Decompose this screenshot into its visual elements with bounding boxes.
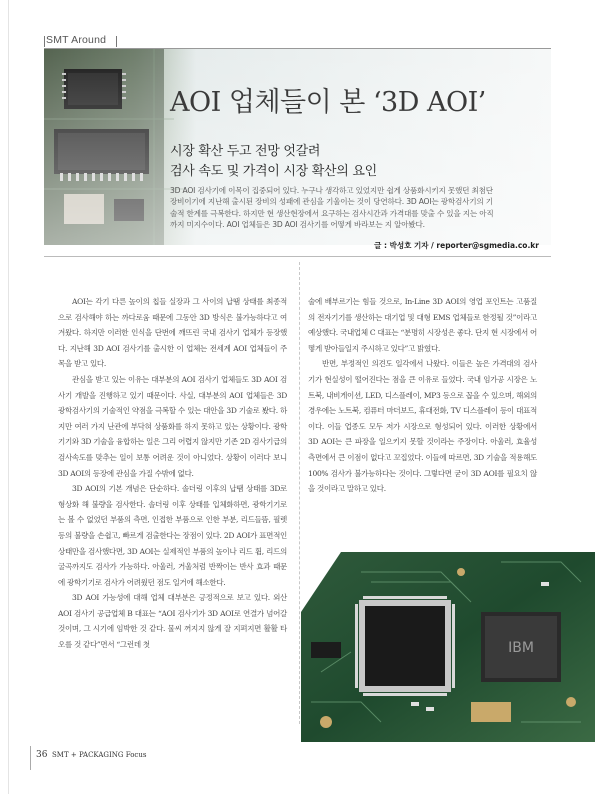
body-paragraph: 술에 배부르기는 힘들 것으로, In-Line 3D AOI의 영업 포인트는 고품질의 전자기기를 생산하는 대기업 및 대형 EMS 업체들로 한정될 것”이라고 예상했다. 국내업체 C 대표는 “분명히 시장성은 좋다. 단지 현 시장에서 어떻게 받아들일지 주시하고 있다”고 밝혔다. (308, 297, 537, 353)
body-column-left (58, 294, 287, 653)
body-paragraph: 관심을 받고 있는 이유는 대부분의 AOI 검사기 업체들도 3D AOI 검사기 개발을 진행하고 있기 때문이다. 사실, 대부분의 AOI 업체들은 3D 광학검사기의 기술적인 약점을 극복할 수 있는 대안을 3D 기술로 봤다. 하지만 여러 가지 난관에 부닥혀 상품화를 하지 못하고 있는 상황이다. 광학기기와 3D 기술을 융합하는 일은 그리 어렵지 않지만 기존 2D 검사기급의 검사속도를 맞추는 일이 보통 어려운 것이 아니었다. 상황이 이러다 보니 3D AOI의 등장에 관심을 가질 수밖에 없다. (58, 374, 287, 478)
section-tag: SMT Around (46, 34, 107, 46)
article-title: AOI 업체들이 본 ‘3D AOI’ (170, 87, 486, 118)
footer-rule (30, 746, 31, 770)
page-number: 36 (36, 750, 48, 760)
lead-line: 장비이기에 지난해 출시된 장비의 성패에 관심을 기울이는 것이 당연하다. 3D AOI는 광학검사기의 기 (170, 197, 493, 207)
lead-line: 3D AOI 검사기에 이목이 집중되어 있다. 누구나 생각하고 있었지만 쉽게 상품화시키지 못했던 최첨단 (170, 186, 493, 195)
article-subtitle-line-1: 시장 확산 두고 전망 엇갈려 (170, 144, 321, 159)
article-subtitle-line-2: 검사 속도 및 가격이 시장 확산의 요인 (170, 164, 377, 179)
article-lead (170, 185, 540, 231)
section-tag-left-bar (44, 36, 45, 47)
article-byline: 글 : 박성호 기자 / reporter@sgmedia.co.kr (374, 241, 539, 250)
page-margin-line (8, 0, 9, 794)
svg-text:IBM: IBM (508, 640, 534, 656)
chip-board-photo (301, 552, 595, 742)
section-tag-right-bar (116, 36, 117, 47)
column-divider (299, 262, 300, 724)
body-column-right (308, 294, 537, 497)
body-paragraph: 3D AOI의 기본 개념은 단순하다. 솔더링 이후의 납땜 상태를 3D로 형상화 해 불량을 검사한다. 솔더링 이후 상태를 입체화하면, 광학기기로는 볼 수 없었던 부품의 측면, 인접한 부품으로 인한 부분, 리드들뜸, 필렛 등의 불량을 손쉽고, 빠르게 검출한다는 장점이 있다. 2D AOI가 표면적인 상태만을 검사했다면, 3D AOI는 실제적인 부품의 높이나 리드 휨, 리드의 굴곡까지도 검사가 가능하다. 아울러, 거울처럼 반짝이는 반사 효과 때문에 광학기기로 검사가 어려웠던 점도 일거에 해소한다. (58, 484, 287, 587)
lead-divider (44, 256, 551, 257)
body-paragraph: AOI는 각기 다른 높이의 칩들 실장과 그 사이의 납땜 상태를 최종적으로 검사해야 하는 까다로움 때문에 그동안 3D 방식은 불가능하다고 여겨왔다. 하지만 이러한 인식을 단번에 깨뜨린 국내 검사기 업체가 등장했다. 지난해 3D AOI 검사기를 출시한 이 업체는 전세계 AOI 업체들이 주목을 받고 있다. (58, 297, 287, 369)
magazine-name: SMT + PACKAGING Focus (52, 751, 147, 759)
body-paragraph: 3D AOI 가능성에 대해 업체 대부분은 긍정적으로 보고 있다. 외산 AOI 검사기 공급업체 B 대표는 “AOI 검사기가 3D AOI로 연결가 넘어갈 것이며, 그 시기에 임박한 것 같다. 물씨 꺼지지 않게 잘 지펴지면 활활 타오를 것 같다”면서 “그런데 첫 (58, 593, 287, 650)
body-paragraph: 반면, 부정적인 의견도 일각에서 나왔다. 이들은 높은 가격대의 검사기가 현실성이 떨어진다는 점을 큰 이유로 들었다. 국내 임가공 시장은 노트북, 내비게이션, LED, 디스플레이, MP3 등으로 꼽을 수 있으며, 해외의 경우에는 노트북, 컴퓨터 마더보드, 휴대전화, TV 디스플레이 등이 대표적이다. 이들 업종도 모두 저가 시장으로 형성되어 있다. 이러한 상황에서 3D AOI는 큰 파장을 일으키지 못할 것이라는 주장이다. 아울러, 효율성 측면에서 큰 이점이 없다고 꼬집었다. 이들에 따르면, 3D 기술을 적용해도 100% 검사가 불가능하다는 것이다. 그렇다면 굳이 3D AOI를 필요치 않을 것이라고 말하고 있다. (308, 359, 537, 494)
lead-line: 술적 한계를 극복한다. 하지만 현 생산현장에서 요구하는 검사시간과 가격대를 맞출 수 있을 지는 아직 (170, 208, 494, 218)
lead-line: 까지 미지수이다. AOI 업체들은 3D AOI 검사기를 어떻게 바라보는 지 알아봤다. (170, 220, 425, 230)
